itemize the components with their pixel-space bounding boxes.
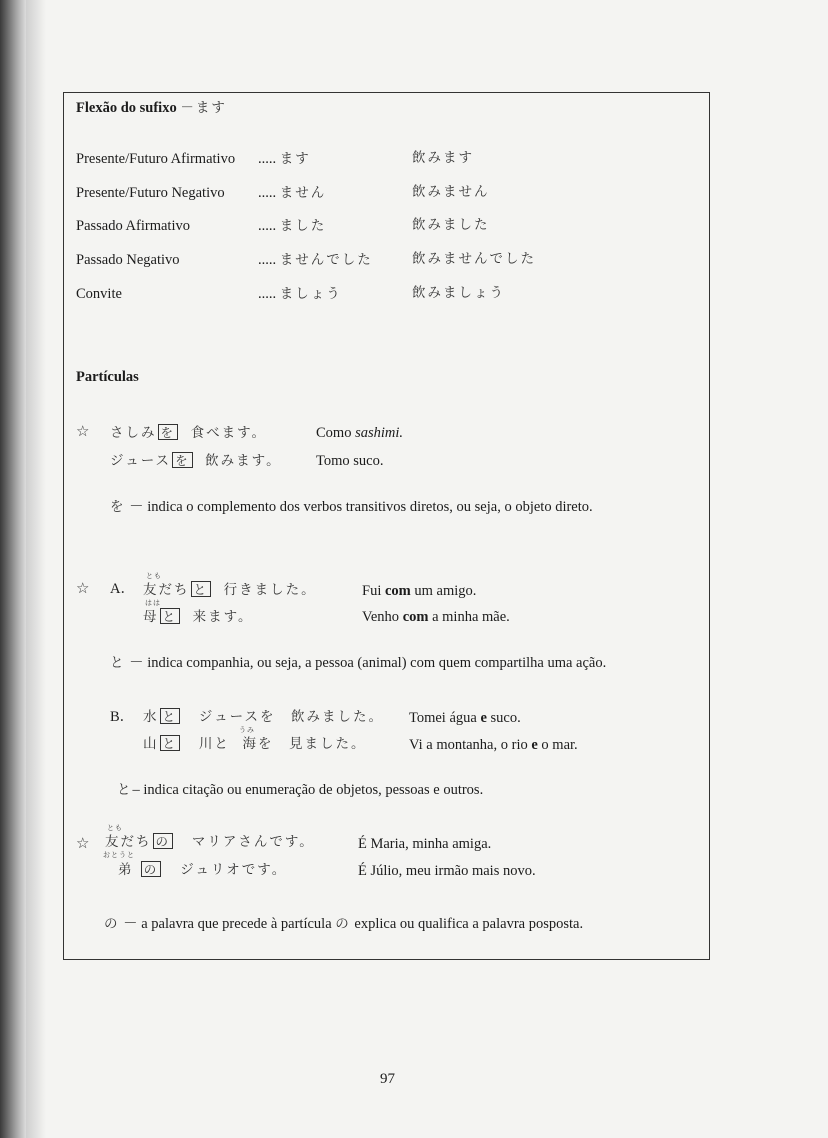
- particle-box: と: [160, 708, 181, 724]
- to-a-example-2-jp: 母 と 来ます。: [143, 609, 254, 625]
- wo-note: を － indica o complemento dos verbos transitivos diretos, ou seja, o objeto direto.: [110, 499, 593, 515]
- to-b-note: と– indica citação ou enumeração de objetos, pessoas e outros.: [117, 782, 484, 798]
- page-number: 97: [380, 1071, 395, 1087]
- to-b-example-1-pt: Tomei água e suco.: [409, 710, 521, 726]
- particle-box: と: [160, 735, 181, 751]
- wo-example-1-pt: Como sashimi.: [316, 425, 404, 441]
- row-suffix: ..... ませんでした: [258, 252, 373, 268]
- furigana: はは: [145, 599, 161, 607]
- furigana: とも: [107, 824, 123, 832]
- row-example: 飲みましょう: [412, 285, 505, 301]
- row-example: 飲みました: [412, 217, 490, 233]
- no-example-1-jp: 友だち の マリアさんです。: [105, 834, 315, 850]
- to-a-note: と － indica companhia, ou seja, a pessoa (animal) com quem compartilha uma ação.: [110, 655, 607, 671]
- row-label: Convite: [76, 286, 122, 302]
- example-label-b: B．: [110, 709, 135, 725]
- particle-box: を: [172, 452, 193, 468]
- example-label-a: A．: [110, 581, 135, 597]
- to-b-example-2-jp: 山 と 川と 海を 見ました。: [143, 736, 367, 752]
- furigana: うみ: [239, 726, 255, 734]
- row-suffix: ..... ました: [258, 218, 327, 234]
- row-example: 飲みませんでした: [412, 251, 536, 267]
- to-a-example-1-pt: Fui com um amigo.: [362, 583, 477, 599]
- no-example-2-pt: É Júlio, meu irmão mais novo.: [358, 863, 536, 879]
- page-gutter: [26, 0, 46, 1138]
- row-label: Presente/Futuro Afirmativo: [76, 151, 236, 167]
- section-title-particulas: Partículas: [76, 369, 139, 385]
- star-icon: ☆: [76, 834, 90, 852]
- particle-box: と: [160, 608, 181, 624]
- row-example: 飲みます: [412, 150, 474, 166]
- row-suffix: ..... ます: [258, 151, 311, 167]
- row-label: Presente/Futuro Negativo: [76, 185, 225, 201]
- row-label: Passado Afirmativo: [76, 218, 190, 234]
- flexao-title-text: Flexão do sufixo: [76, 100, 177, 116]
- particle-box: の: [153, 833, 174, 849]
- star-icon: ☆: [76, 579, 90, 597]
- particle-box: と: [191, 581, 212, 597]
- furigana: おとうと: [103, 851, 135, 859]
- row-label: Passado Negativo: [76, 252, 180, 268]
- wo-example-2-jp: ジュース を 飲みます。: [110, 453, 282, 469]
- no-example-1-pt: É Maria, minha amiga.: [358, 836, 492, 852]
- particle-box: の: [141, 861, 162, 877]
- row-example: 飲みません: [412, 184, 490, 200]
- wo-example-2-pt: Tomo suco.: [316, 453, 384, 469]
- furigana: とも: [146, 572, 162, 580]
- row-suffix: ..... ましょう: [258, 286, 342, 302]
- row-suffix: ..... ません: [258, 185, 327, 201]
- section-title-flexao: [76, 101, 227, 116]
- to-b-example-2-pt: Vi a montanha, o rio e o mar.: [409, 737, 578, 753]
- to-a-example-2-pt: Venho com a minha mãe.: [362, 609, 510, 625]
- book-binding-shadow: [0, 0, 26, 1138]
- particle-box: を: [158, 424, 179, 440]
- flexao-title-suffix: －ます: [180, 100, 227, 116]
- no-example-2-jp: 弟 の ジュリオです。: [118, 862, 288, 878]
- wo-example-1-jp: さしみ を 食べます。: [110, 425, 268, 441]
- to-a-example-1-jp: 友だち と 行きました。: [143, 582, 317, 598]
- to-b-example-1-jp: 水 と ジュースを 飲みました。: [143, 709, 384, 725]
- star-icon: ☆: [76, 422, 90, 440]
- no-note: の － a palavra que precede à partícula の explica ou qualifica a palavra posposta.: [104, 916, 584, 932]
